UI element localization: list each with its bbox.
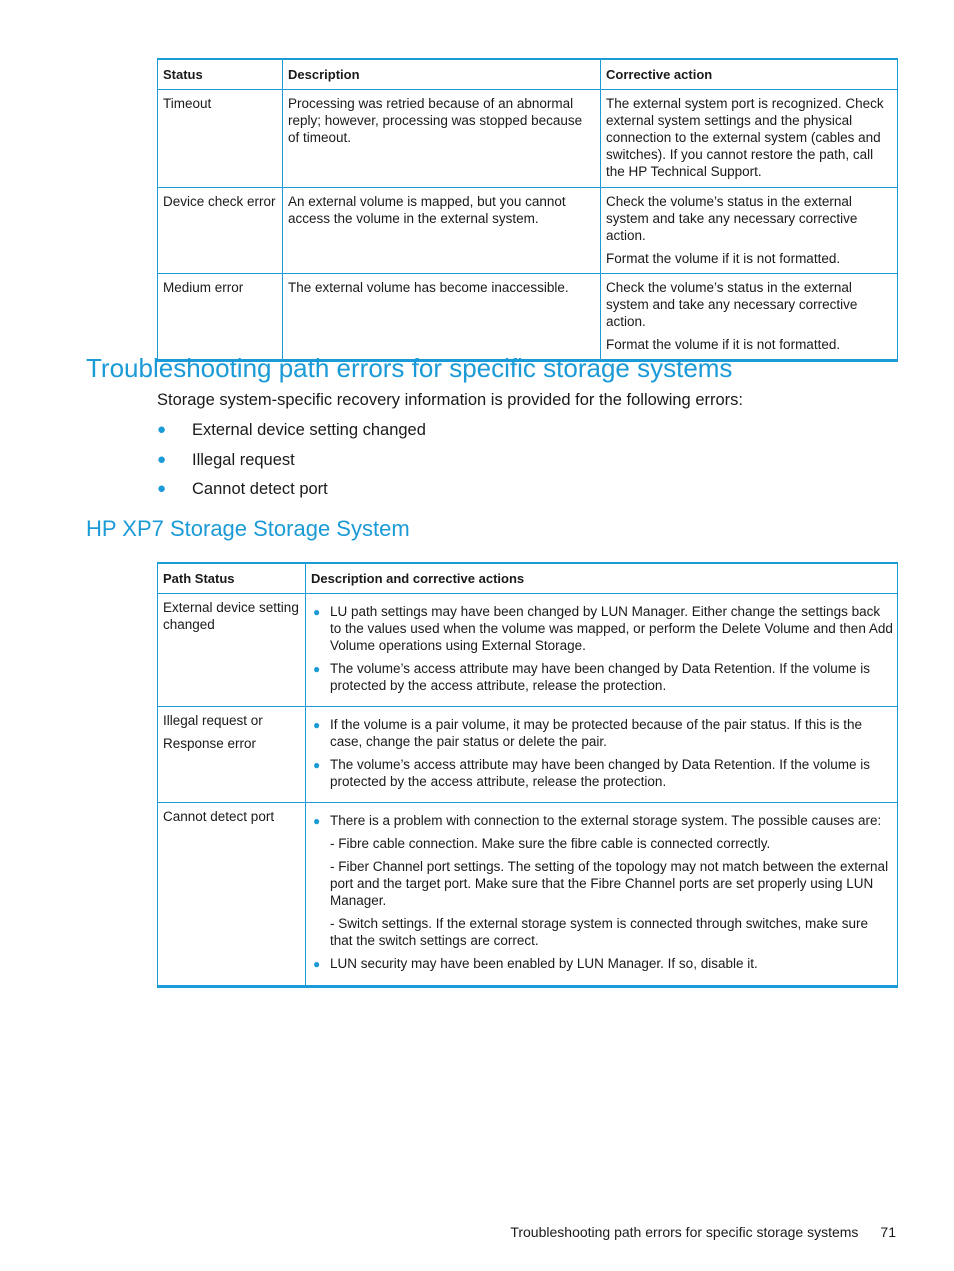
bullet-icon: ● (157, 480, 167, 497)
path-status-cell (158, 707, 306, 803)
table-row (158, 803, 898, 987)
list-item-text: Illegal request (192, 450, 295, 469)
action-text: - Fibre cable connection. Make sure the fibre cable is connected correctly. (330, 836, 771, 851)
action-text: The volume’s access attribute may have been changed by Data Retention. If the volume is protected by the access attribute, release the protection. (330, 757, 871, 789)
section-title: Troubleshooting path errors for specific storage systems (86, 353, 733, 383)
subsection-title: HP XP7 Storage Storage System (86, 516, 410, 541)
header-corrective-action: Corrective action (601, 59, 898, 90)
status-text: Cannot detect port (163, 809, 275, 824)
corrective-text: Check the volume’s status in the external system and take any necessary corrective action. (606, 194, 858, 243)
section-intro: Storage system-specific recovery information is provided for the following errors: (157, 391, 743, 409)
list-item (311, 603, 893, 654)
table-row (158, 594, 898, 707)
status-text: Illegal request or (163, 713, 263, 728)
action-list (311, 812, 893, 972)
list-item-text: External device setting changed (192, 421, 426, 439)
status-text: External device setting changed (163, 600, 299, 632)
status-cell: Timeout (158, 90, 283, 188)
error-list (157, 418, 426, 507)
action-text: There is a problem with connection to the external storage system. The possible causes are: (330, 813, 882, 828)
table-row (158, 274, 898, 361)
description-cell: The external volume has become inaccessible. (283, 274, 601, 361)
corrective-cell (601, 90, 898, 188)
header-path-status: Path Status (158, 563, 306, 594)
header-status: Status (158, 59, 283, 90)
page-number: 71 (880, 1224, 896, 1240)
table-header-row (158, 59, 898, 90)
list-item (311, 955, 893, 972)
bullet-icon: ● (313, 605, 321, 619)
status-cell: Device check error (158, 188, 283, 274)
actions-cell (306, 594, 898, 707)
footer-title: Troubleshooting path errors for specific storage systems (510, 1224, 859, 1240)
list-item (157, 448, 426, 478)
list-item (157, 477, 426, 507)
corrective-cell (601, 188, 898, 274)
path-status-cell (158, 803, 306, 987)
description-cell: Processing was retried because of an abnormal reply; however, processing was stopped because of timeout. (283, 90, 601, 188)
bullet-icon: ● (313, 814, 321, 828)
description-cell: An external volume is mapped, but you cannot access the volume in the external system. (283, 188, 601, 274)
action-list (311, 603, 893, 694)
header-description-actions: Description and corrective actions (306, 563, 898, 594)
bullet-icon: ● (313, 957, 321, 971)
action-text: If the volume is a pair volume, it may be protected because of the pair status. If this is the case, change the pair status or delete the pair. (330, 717, 863, 749)
action-text: The volume’s access attribute may have been changed by Data Retention. If the volume is protected by the access attribute, release the protection. (330, 661, 871, 693)
path-status-table (157, 562, 898, 988)
actions-cell (306, 707, 898, 803)
header-description: Description (283, 59, 601, 90)
action-text: - Switch settings. If the external storage system is connected through switches, make sure that the switch settings are correct. (330, 916, 868, 948)
bullet-icon: ● (313, 758, 321, 772)
corrective-action-table (157, 58, 898, 362)
bullet-icon: ● (157, 421, 167, 438)
actions-cell (306, 803, 898, 987)
list-item-text: Cannot detect port (192, 480, 328, 498)
bullet-icon: ● (157, 450, 167, 468)
bullet-icon: ● (313, 718, 321, 732)
action-text: - Fiber Channel port settings. The setting of the topology may not match between the external port and the target port. Make sure that the Fibre Channel ports are set properly using LUN Manager. (330, 859, 889, 908)
list-item (157, 418, 426, 448)
corrective-text: Check the volume’s status in the external system and take any necessary corrective action. (606, 280, 858, 329)
table-header-row (158, 563, 898, 594)
list-item (311, 812, 893, 949)
corrective-cell (601, 274, 898, 361)
action-text: LUN security may have been enabled by LUN Manager. If so, disable it. (330, 956, 758, 971)
list-item (311, 660, 893, 694)
bullet-icon: ● (313, 662, 321, 676)
corrective-text: The external system port is recognized. Check external system settings and the physical connection to the external system (cables and switches). If you cannot restore the path, call the HP Technical Support. (606, 96, 884, 179)
page-footer (510, 1222, 896, 1242)
table-row (158, 188, 898, 274)
list-item (311, 716, 893, 750)
status-cell: Medium error (158, 274, 283, 361)
table-row (158, 707, 898, 803)
list-item (311, 756, 893, 790)
table-row (158, 90, 898, 188)
path-status-cell (158, 594, 306, 707)
corrective-text: Format the volume if it is not formatted. (606, 251, 841, 266)
action-text: LU path settings may have been changed by LUN Manager. Either change the settings back to the values used when the volume was mapped, or perform the Delete Volume and then Add Volume operations using External Storage. (330, 604, 893, 653)
status-text: Response error (163, 736, 257, 751)
action-list (311, 716, 893, 790)
corrective-text: Format the volume if it is not formatted. (606, 337, 841, 352)
